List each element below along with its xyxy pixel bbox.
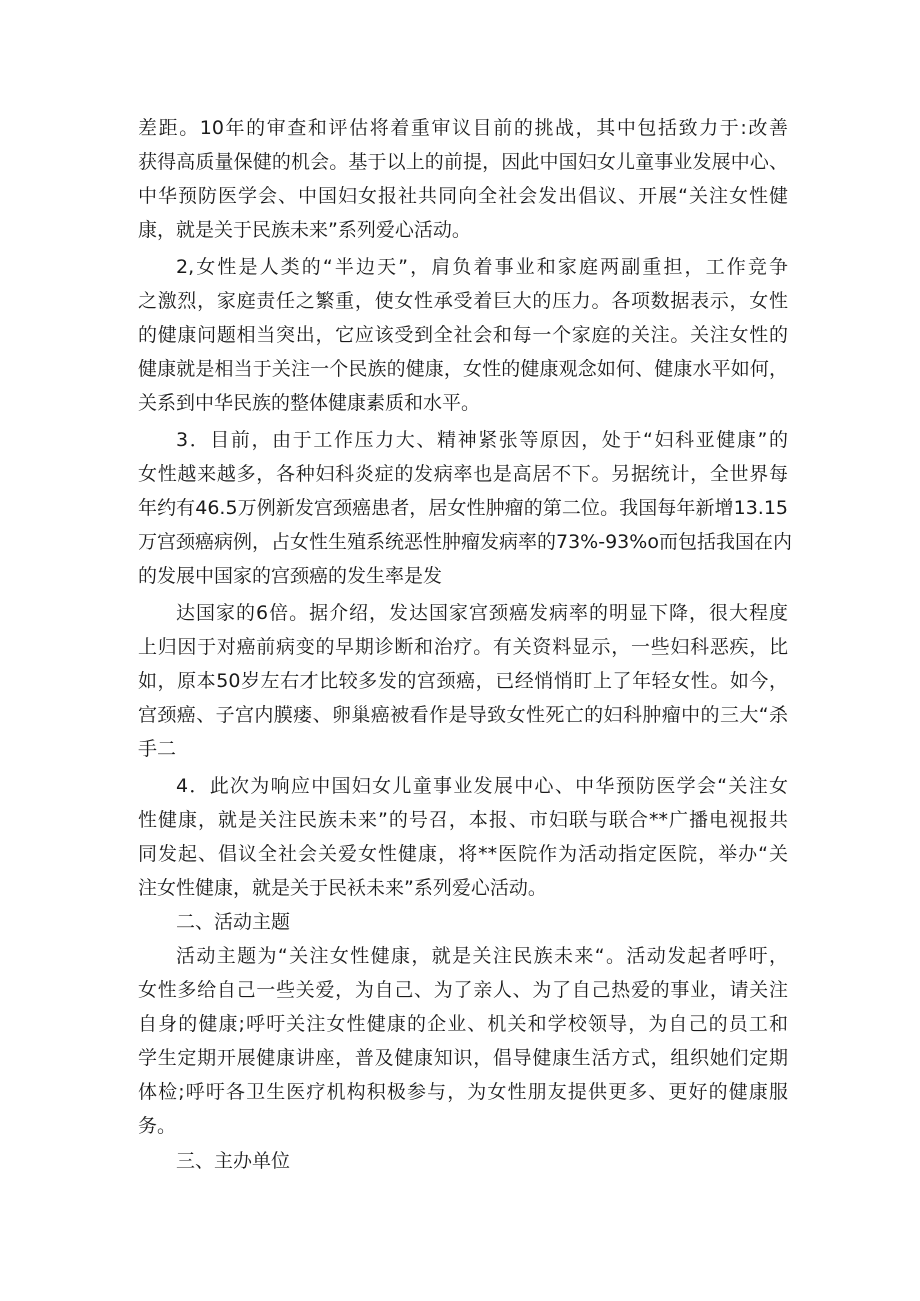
text-line: 性健康，就是关注民族未来”的号召，本报、市妇联与联合**广播电视报共 [138, 809, 788, 831]
text-line: 注女性健康，就是关于民袄未来”系列爱心活动。 [138, 877, 547, 899]
text-line: 关系到中华民族的整体健康素质和水平。 [138, 392, 481, 414]
paragraph-3-first-line: 3．目前，由于工作压力大、精神紧张等原因，处于“妇科亚健康”的 [176, 429, 788, 451]
text-line: 中华预防医学会、中国妇女报社共同向全社会发出倡议、开展“关注女性健 [138, 185, 788, 207]
text-line: 万宫颈癌病例，占女性生殖系统恶性肿瘤发病率的73%-93%o而包括我国在内 [138, 531, 792, 553]
text-line: 康，就是关于民族未来”系列爱心活动。 [138, 219, 471, 241]
text-line: 差距。10年的审查和评估将着重审议目前的挑战，其中包括致力于:改善 [138, 117, 788, 139]
text-line: 获得高质量保健的机会。基于以上的前提，因此中国妇女儿童事业发展中心、 [138, 151, 788, 173]
paragraph-theme-first-line: 活动主题为“关注女性健康，就是关注民族未来“。活动发起者呼吁， [176, 945, 788, 967]
section-heading-activity-theme: 二、活动主题 [176, 911, 291, 933]
text-line: 健康就是相当于关注一个民族的健康，女性的健康观念如何、健康水平如何， [138, 358, 788, 380]
text-line: 的发展中国家的宫颈癌的发生率是发 [138, 565, 443, 587]
paragraph-4-first-line: 4．此次为响应中国妇女儿童事业发展中心、中华预防医学会“关注女 [176, 775, 788, 797]
text-line: 自身的健康;呼吁关注女性健康的企业、机关和学校领导，为自己的员工和 [138, 1013, 788, 1035]
text-line: 手二 [138, 738, 177, 760]
text-line: 的健康问题相当突出，它应该受到全社会和每一个家庭的关注。关注女性的 [138, 324, 788, 346]
text-line: 之激烈，家庭责任之繁重，使女性承受着巨大的压力。各项数据表示，女性 [138, 290, 788, 312]
text-line: 体检;呼吁各卫生医疗机构积极参与，为女性朋友提供更多、更好的健康服 [138, 1081, 788, 1103]
text-line: 宫颈癌、子宫内膜瘘、卵巢癌被看作是导致女性死亡的妇科肿瘤中的三大“杀 [138, 704, 788, 726]
text-line: 同发起、倡议全社会关爱女性健康，将**医院作为活动指定医院，举办“关 [138, 843, 788, 865]
text-line: 如，原本50岁左右才比较多发的宫颈癌，已经悄悄盯上了年轻女性。如今， [138, 670, 788, 692]
text-line: 女性越来越多，各种妇科炎症的发病率也是高居不下。另据统计，全世界每 [138, 463, 788, 485]
text-line: 年约有46.5万例新发宫颈癌患者，居女性肿瘤的第二位。我国每年新增13.15 [138, 497, 788, 519]
text-line: 学生定期开展健康讲座，普及健康知识，倡导健康生活方式，组织她们定期 [138, 1047, 788, 1069]
text-line: 上归因于对癌前病变的早期诊断和治疗。有关资料显示，一些妇科恶疾，比 [138, 636, 788, 658]
section-heading-organizers: 三、主办单位 [176, 1150, 291, 1172]
paragraph-2-first-line: 2,女性是人类的“半边天”，肩负着事业和家庭两副重担，工作竞争 [176, 256, 788, 278]
text-line: 务。 [138, 1115, 177, 1137]
text-line: 女性多给自己一些关爱，为自己、为了亲人、为了自己热爱的事业，请关注 [138, 979, 788, 1001]
paragraph-continuation-first-line: 达国家的6倍。据介绍，发达国家宫颈癌发病率的明显下降，很大程度 [176, 602, 788, 624]
